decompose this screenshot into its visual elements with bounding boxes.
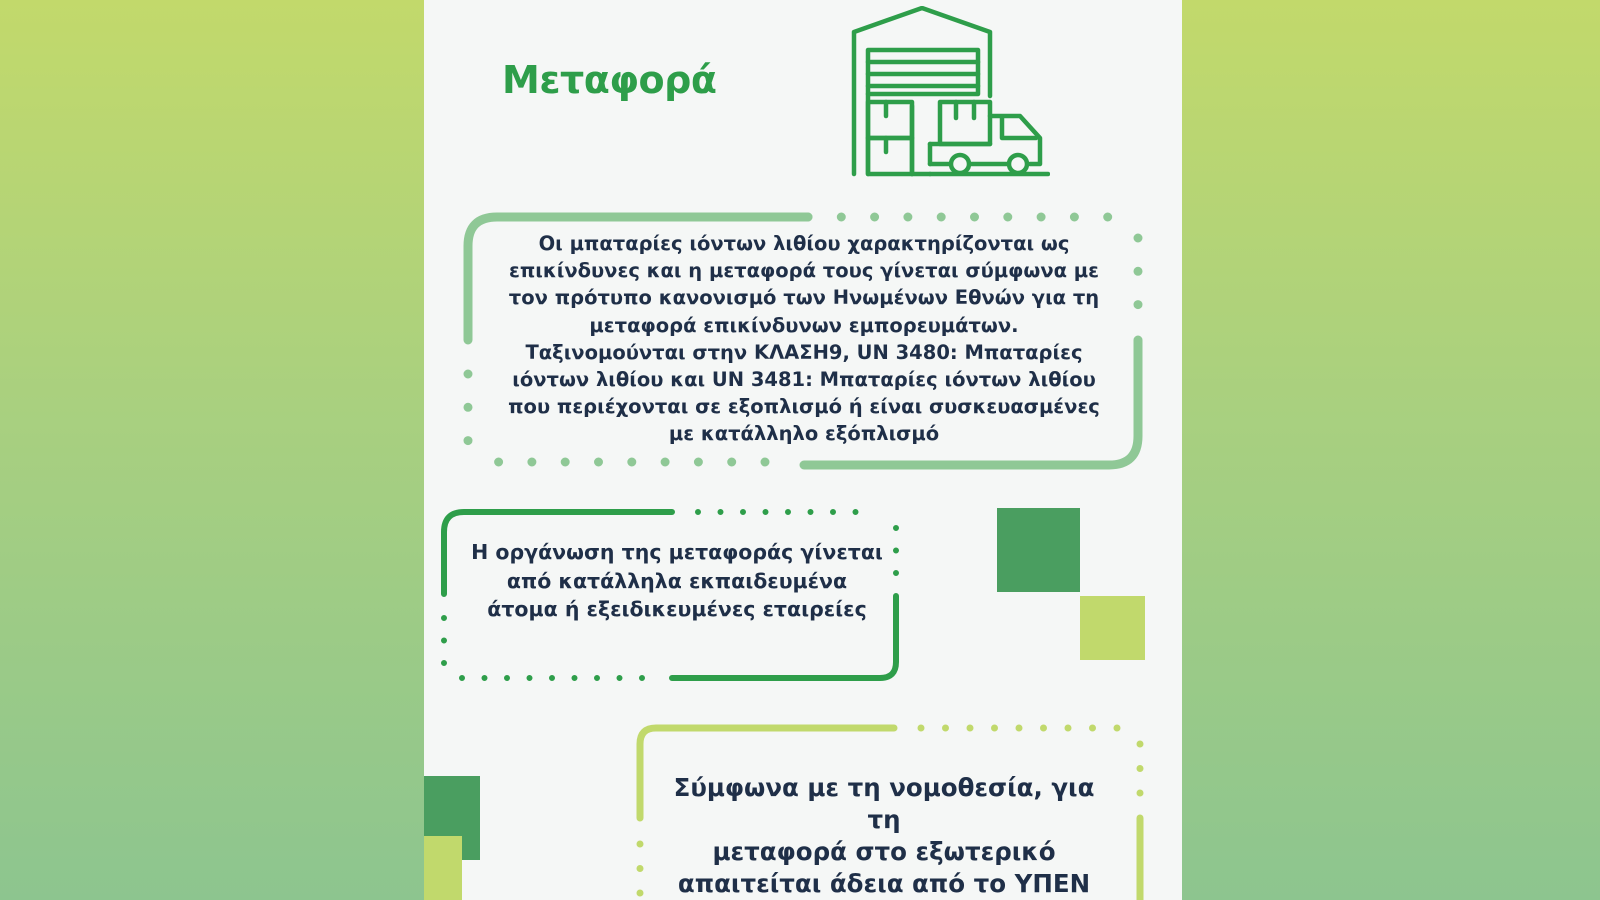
box1-line: τον πρότυπο κανονισμό των Ηνωμένων Εθνών για τη bbox=[508, 286, 1100, 310]
box2-line: από κατάλληλα εκπαιδευμένα bbox=[506, 568, 848, 593]
decor-square-light-1 bbox=[1080, 596, 1145, 660]
decor-square-light-2 bbox=[424, 836, 462, 900]
box1-line: μεταφορά επικίνδυνων εμπορευμάτων. bbox=[589, 313, 1019, 337]
box3-text bbox=[654, 772, 1114, 900]
box3-line: μεταφορά στο εξωτερικό bbox=[712, 837, 1056, 866]
box1-text bbox=[504, 230, 1104, 448]
info-frame-3 bbox=[424, 0, 1182, 900]
box1-line: ιόντων λιθίου και UN 3481: Μπαταρίες ιόντων λιθίου bbox=[512, 368, 1096, 392]
box1-line: Ταξινομούνται στην ΚΛΑΣΗ9, UN 3480: Μπαταρίες bbox=[525, 340, 1083, 364]
page-title: Μεταφορά bbox=[502, 58, 717, 102]
infographic-panel bbox=[424, 0, 1182, 900]
box2-text bbox=[452, 538, 902, 624]
box1-line: Οι μπαταρίες ιόντων λιθίου χαρακτηρίζονται ως bbox=[538, 232, 1070, 255]
box1-line: με κατάλληλο εξόπλισμό bbox=[668, 422, 940, 446]
box3-line: Σύμφωνα με τη νομοθεσία, για τη bbox=[673, 773, 1095, 834]
box2-line: Η οργάνωση της μεταφοράς γίνεται bbox=[471, 540, 883, 564]
box3-line: απαιτείται άδεια από το ΥΠΕΝ bbox=[677, 869, 1091, 898]
decor-square-dark-1 bbox=[997, 508, 1080, 592]
box1-line: επικίνδυνες και η μεταφορά τους γίνεται σύμφωνα με bbox=[509, 259, 1099, 283]
box2-line: άτομα ή εξειδικευμένες εταιρείες bbox=[487, 597, 867, 621]
box1-line: που περιέχονται σε εξοπλισμό ή είναι συσκευασμένες bbox=[508, 395, 1100, 419]
